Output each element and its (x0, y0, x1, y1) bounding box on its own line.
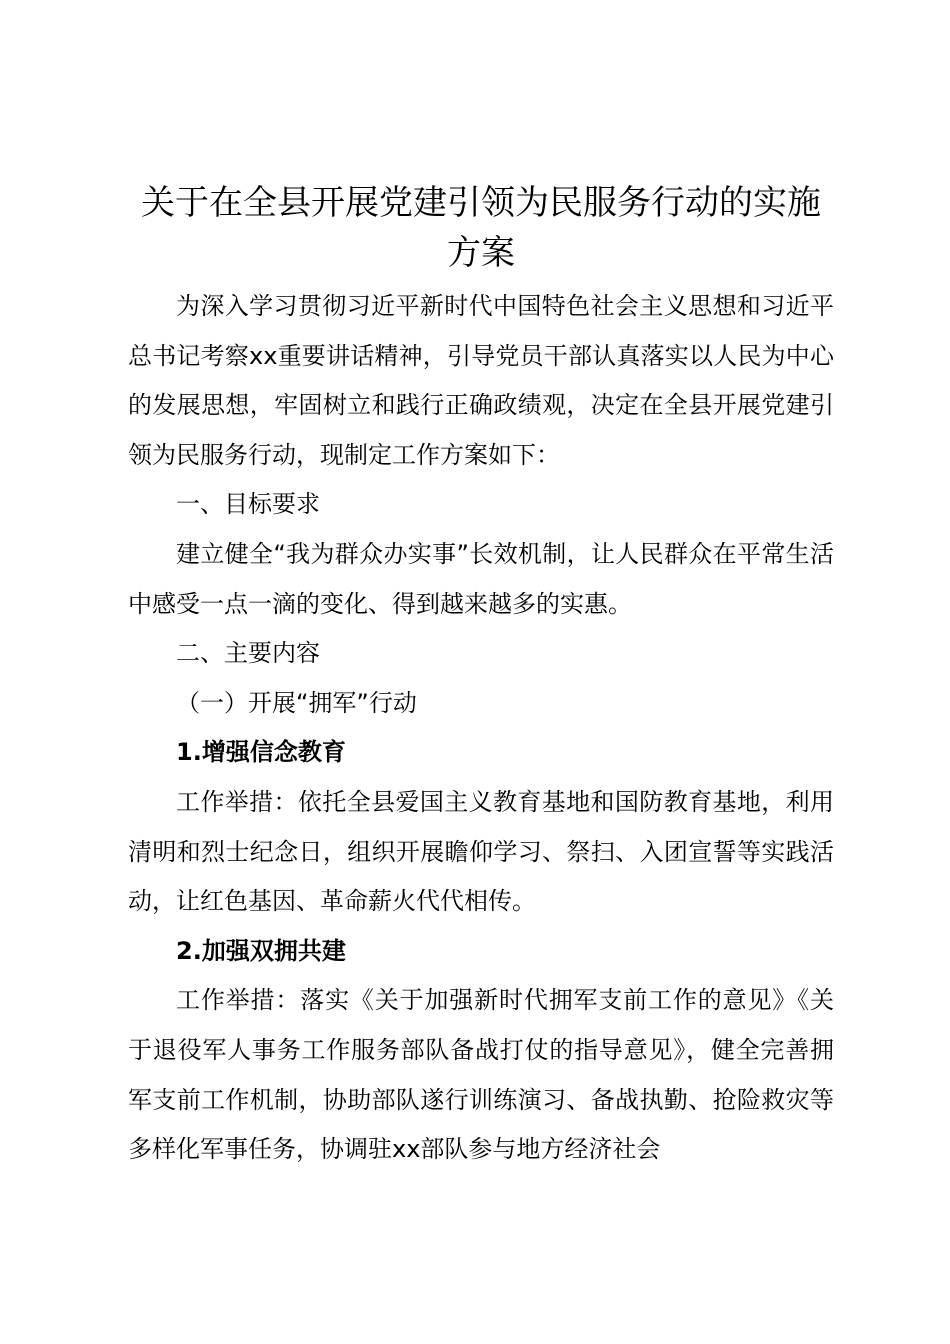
intro-paragraph: 为深入学习贯彻习近平新时代中国特色社会主义思想和习近平总书记考察xx重要讲话精神，引导党员干部认真落实以人民为中心的发展思想，牢固树立和践行正确政绩观，决定在全县开展党建引领为民服务行动，现制定工作方案如下： (128, 292, 834, 469)
measure-paragraph-2: 工作举措：落实《关于加强新时代拥军支前工作的意见》《关于退役军人事务工作服务部队备战打仗的指导意见》，健全完善拥军支前工作机制，协助部队遂行训练演习、备战执勤、抢险救灾等多样化军事任务，协调驻xx部队参与地方经济社会 (128, 986, 834, 1164)
item-heading-belief-education: 1.增强信念教育 (176, 738, 346, 767)
document-page (128, 178, 834, 1175)
subsection-heading-army-support: （一）开展“拥军”行动 (176, 688, 417, 717)
document-title: 关于在全县开展党建引领为民服务行动的实施方案 (141, 183, 821, 273)
section-heading-goals: 一、目标要求 (176, 490, 320, 519)
section-heading-main-content: 二、主要内容 (176, 639, 320, 668)
measure-paragraph-1: 工作举措：依托全县爱国主义教育基地和国防教育基地，利用清明和烈士纪念日，组织开展瞻仰学习、祭扫、入团宣誓等实践活动，让红色基因、革命薪火代代相传。 (128, 787, 834, 916)
goal-paragraph: 建立健全“我为群众办实事”长效机制，让人民群众在平常生活中感受一点一滴的变化、得到越来越多的实惠。 (128, 539, 834, 618)
item-heading-dual-support: 2.加强双拥共建 (176, 936, 346, 965)
document-body (128, 282, 834, 1175)
